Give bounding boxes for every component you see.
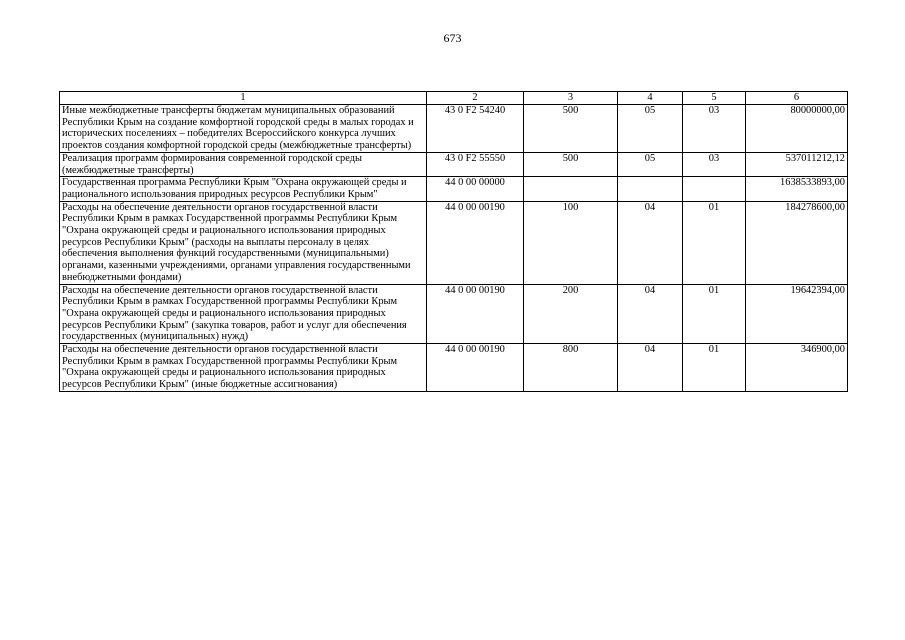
amount-cell: 184278600,00 (746, 201, 848, 284)
expense-type-cell (524, 177, 618, 201)
expense-name-cell: Государственная программа Республики Крым "Охрана окружающей среды и рационального использования природных ресурсов Республики Крым" (60, 177, 427, 201)
expense-type-cell: 500 (524, 152, 618, 176)
section-cell (618, 177, 683, 201)
target-article-code-cell: 44 0 00 00190 (427, 201, 524, 284)
section-cell: 05 (618, 105, 683, 153)
table-row (60, 344, 848, 392)
expense-name-cell: Реализация программ формирования современной городской среды (межбюджетные трансферты) (60, 152, 427, 176)
page-number: 673 (443, 31, 462, 45)
amount-cell: 80000000,00 (746, 105, 848, 153)
expense-type-cell: 100 (524, 201, 618, 284)
expense-name-cell: Расходы на обеспечение деятельности органов государственной власти Республики Крым в рамках Государственной программы Республики Крым "Охрана окружающей среды и рационального использования природных ресурсов Республики Крым" (иные бюджетные ассигнования) (60, 344, 427, 392)
expense-type-cell: 800 (524, 344, 618, 392)
column-header-4: 4 (618, 92, 683, 105)
column-header-3: 3 (524, 92, 618, 105)
column-header-6: 6 (746, 92, 848, 105)
column-header-2: 2 (427, 92, 524, 105)
table-row (60, 152, 848, 176)
expense-type-cell: 200 (524, 284, 618, 344)
subsection-cell: 01 (683, 344, 746, 392)
table-row (60, 284, 848, 344)
table-row (60, 201, 848, 284)
target-article-code-cell: 43 0 F2 54240 (427, 105, 524, 153)
header-row (60, 92, 848, 105)
expense-name-cell: Иные межбюджетные трансферты бюджетам муниципальных образований Республики Крым на создание комфортной городской среды в малых городах и исторических поселениях – победителях Всероссийского конкурса лучших проектов создания комфортной городской среды (межбюджетные трансферты) (60, 105, 427, 153)
expense-type-cell: 500 (524, 105, 618, 153)
subsection-cell: 01 (683, 201, 746, 284)
subsection-cell: 03 (683, 152, 746, 176)
section-cell: 04 (618, 344, 683, 392)
target-article-code-cell: 44 0 00 00000 (427, 177, 524, 201)
subsection-cell (683, 177, 746, 201)
amount-cell: 346900,00 (746, 344, 848, 392)
amount-cell: 1638533893,00 (746, 177, 848, 201)
expense-name-cell: Расходы на обеспечение деятельности органов государственной власти Республики Крым в рамках Государственной программы Республики Крым "Охрана окружающей среды и рационального использования природных ресурсов Республики Крым" (закупка товаров, работ и услуг для обеспечения государственных (муниципальных) нужд) (60, 284, 427, 344)
column-header-5: 5 (683, 92, 746, 105)
target-article-code-cell: 44 0 00 00190 (427, 284, 524, 344)
subsection-cell: 01 (683, 284, 746, 344)
expense-name-cell: Расходы на обеспечение деятельности органов государственной власти Республики Крым в рамках Государственной программы Республики Крым "Охрана окружающей среды и рационального использования природных ресурсов Республики Крым" (расходы на выплаты персоналу в целях обеспечения выполнения функций государственными (муниципальными) органами, казенными учреждениями, органами управления государственными внебюджетными фондами) (60, 201, 427, 284)
section-cell: 04 (618, 201, 683, 284)
target-article-code-cell: 44 0 00 00190 (427, 344, 524, 392)
subsection-cell: 03 (683, 105, 746, 153)
amount-cell: 19642394,00 (746, 284, 848, 344)
section-cell: 04 (618, 284, 683, 344)
section-cell: 05 (618, 152, 683, 176)
budget-table (59, 91, 848, 392)
table-row (60, 177, 848, 201)
target-article-code-cell: 43 0 F2 55550 (427, 152, 524, 176)
column-header-1: 1 (60, 92, 427, 105)
table-row (60, 105, 848, 153)
amount-cell: 537011212,12 (746, 152, 848, 176)
